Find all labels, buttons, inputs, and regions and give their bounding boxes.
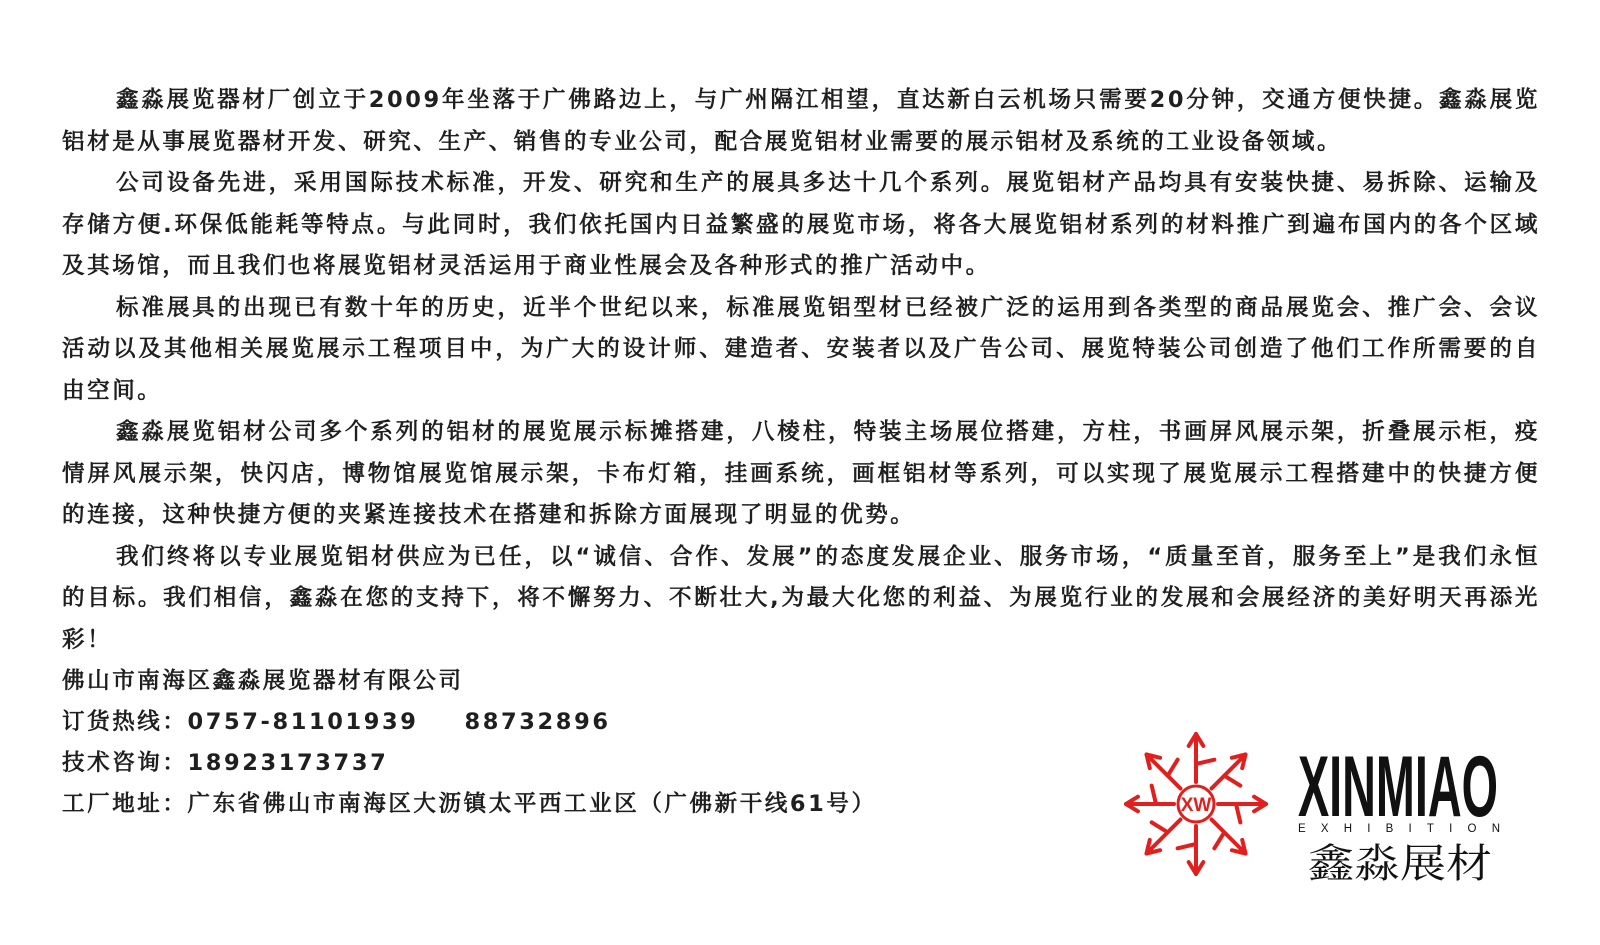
brand-tagline: EXHIBITION xyxy=(1298,823,1500,835)
emblem-letters: XW xyxy=(1180,795,1212,816)
emblem-link xyxy=(1168,760,1178,776)
emblem-link xyxy=(1152,822,1168,832)
brand-chinese-name: 鑫淼展材 xyxy=(1308,841,1492,887)
brand-name: XINMIAO xyxy=(1298,738,1498,836)
factory-address-label: 工厂地址： xyxy=(62,791,188,817)
history-paragraph: 标准展具的出现已有数十年的历史，近半个世纪以来，标准展览铝型材已经被广泛的运用到各类型的商品展览会、推广会、会议活动以及其他相关展览展示工程项目中，为广大的设计师、建造者、安装者以及广告公司、展览特装公司创造了他们工作所需要的自由空间。 xyxy=(62,294,1540,404)
tech-phone: 18923173737 xyxy=(187,750,389,776)
mission-paragraph: 我们终将以专业展览铝材供应为已任，以“诚信、合作、发展”的态度发展企业、服务市场，“质量至首，服务至上”是我们永恒的目标。我们相信，鑫淼在您的支持下，将不懈努力、不断壮大,为最大化您的利益、为展览行业的发展和会展经济的美好明天再添光彩！ xyxy=(62,543,1540,653)
company-introduction xyxy=(62,80,1540,825)
order-phone-2: 88732896 xyxy=(464,709,611,735)
tech-consult-label: 技术咨询： xyxy=(62,750,188,776)
emblem-link xyxy=(1178,844,1196,848)
xinmiao-logo xyxy=(1118,722,1518,892)
emblem-link xyxy=(1196,760,1214,764)
arrow-emblem-icon xyxy=(1126,734,1266,874)
order-phone-1: 0757-81101939 xyxy=(187,709,419,735)
intro-paragraph: 鑫淼展览器材厂创立于2009年坐落于广佛路边上，与广州隔江相望，直达新白云机场只需要20分钟，交通方便快捷。鑫淼展览铝材是从事展览器材开发、研究、生产、销售的专业公司，配合展览铝材业需要的展示铝材及系统的工业设备领域。 xyxy=(62,87,1540,155)
products-paragraph: 鑫淼展览铝材公司多个系列的铝材的展览展示标摊搭建，八棱柱，特装主场展位搭建，方柱，书画屏风展示架，折叠展示柜，疫情屏风展示架，快闪店，博物馆展览馆展示架，卡布灯箱，挂画系统，画框铝材等系列，可以实现了展览展示工程搭建中的快捷方便的连接，这种快捷方便的夹紧连接技术在搭建和拆除方面展现了明显的优势。 xyxy=(62,419,1540,528)
emblem-link xyxy=(1236,804,1240,822)
company-name: 佛山市南海区鑫淼展览器材有限公司 xyxy=(62,668,464,694)
factory-address-value: 广东省佛山市南海区大沥镇太平西工业区（广佛新干线61号） xyxy=(187,791,877,817)
equipment-paragraph: 公司设备先进，采用国际技术标准，开发、研究和生产的展具多达十几个系列。展览铝材产品均具有安装快捷、易拆除、运输及存储方便.环保低能耗等特点。与此同时，我们依托国内日益繁盛的展览市场，将各大展览铝材系列的材料推广到遍布国内的各个区域及其场馆，而且我们也将展览铝材灵活运用于商业性展会及各种形式的推广活动中。 xyxy=(62,170,1540,279)
emblem-link xyxy=(1224,776,1240,786)
emblem-link xyxy=(1152,786,1156,804)
emblem-link xyxy=(1214,832,1224,848)
logo-graphic xyxy=(1118,722,1518,892)
order-hotline-label: 订货热线： xyxy=(62,709,188,735)
